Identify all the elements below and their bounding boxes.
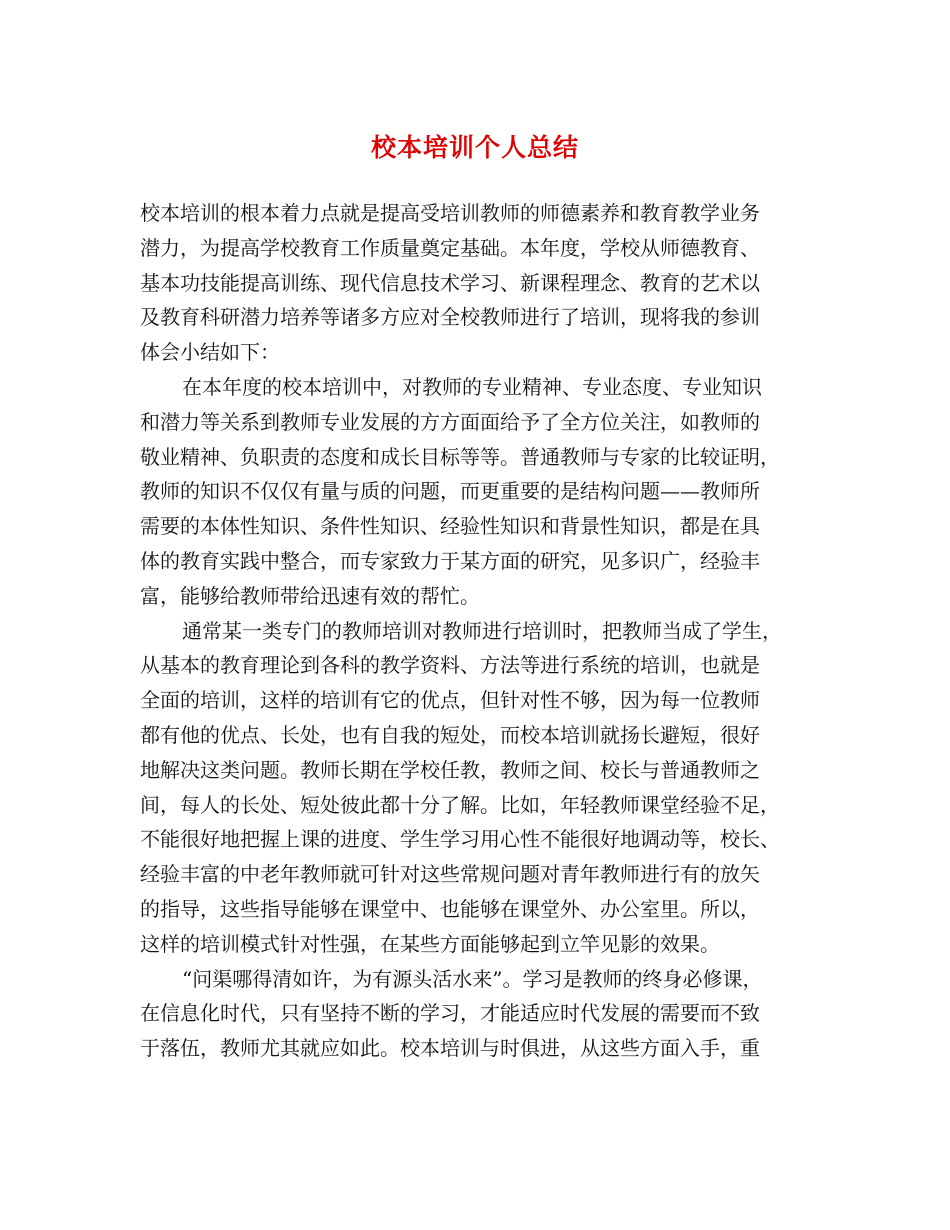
body-line: 经验丰富的中老年教师就可针对这些常规问题对青年教师进行有的放矢 <box>140 862 760 887</box>
body-line: “问渠哪得清如许，为有源头活水来”。学习是教师的终身必修课， <box>182 966 763 991</box>
body-line: 不能很好地把握上课的进度、学生学习用心性不能很好地调动等，校长、 <box>140 827 780 852</box>
body-line: 间，每人的长处、短处彼此都十分了解。比如，年轻教师课堂经验不足， <box>140 792 780 817</box>
body-line: 这样的培训模式针对性强，在某些方面能够起到立竿见影的效果。 <box>140 931 720 956</box>
body-line: 及教育科研潜力培养等诸多方应对全校教师进行了培训，现将我的参训 <box>140 305 760 330</box>
body-line: 的指导，这些指导能够在课堂中、也能够在课堂外、办公室里。所以， <box>140 896 760 921</box>
body-line: 敬业精神、负职责的态度和成长目标等等。普通教师与专家的比较证明， <box>140 444 780 469</box>
body-line: 在信息化时代，只有坚持不断的学习，才能适应时代发展的需要而不致 <box>140 1001 760 1026</box>
body-line: 和潜力等关系到教师专业发展的方方面面给予了全方位关注，如教师的 <box>140 409 760 434</box>
body-line: 需要的本体性知识、条件性知识、经验性知识和背景性知识，都是在具 <box>140 514 760 539</box>
body-line: 在本年度的校本培训中，对教师的专业精神、专业态度、专业知识 <box>182 374 762 399</box>
document-title: 校本培训个人总结 <box>370 133 579 162</box>
body-line: 从基本的教育理论到各科的教学资料、方法等进行系统的培训，也就是 <box>140 653 760 678</box>
body-line: 教师的知识不仅仅有量与质的问题，而更重要的是结构问题——教师所 <box>140 479 760 504</box>
body-line: 基本功技能提高训练、现代信息技术学习、新课程理念、教育的艺术以 <box>140 270 760 295</box>
body-line: 都有他的优点、长处，也有自我的短处，而校本培训就扬长避短，很好 <box>140 722 760 747</box>
body-line: 潜力，为提高学校教育工作质量奠定基础。本年度，学校从师德教育、 <box>140 235 760 260</box>
body-line: 校本培训的根本着力点就是提高受培训教师的师德素养和教育教学业务 <box>140 201 760 225</box>
body-line: 地解决这类问题。教师长期在学校任教，教师之间、校长与普通教师之 <box>140 757 760 782</box>
body-line: 富，能够给教师带给迅速有效的帮忙。 <box>140 583 480 608</box>
body-line: 于落伍，教师尤其就应如此。校本培训与时俱进，从这些方面入手，重 <box>140 1036 760 1061</box>
body-line: 全面的培训，这样的培训有它的优点，但针对性不够，因为每一位教师 <box>140 688 760 713</box>
body-line: 通常某一类专门的教师培训对教师进行培训时，把教师当成了学生， <box>182 618 782 643</box>
body-line: 体的教育实践中整合，而专家致力于某方面的研究，见多识广，经验丰 <box>140 548 760 573</box>
body-line: 体会小结如下： <box>140 340 280 365</box>
document-body <box>140 196 830 1066</box>
